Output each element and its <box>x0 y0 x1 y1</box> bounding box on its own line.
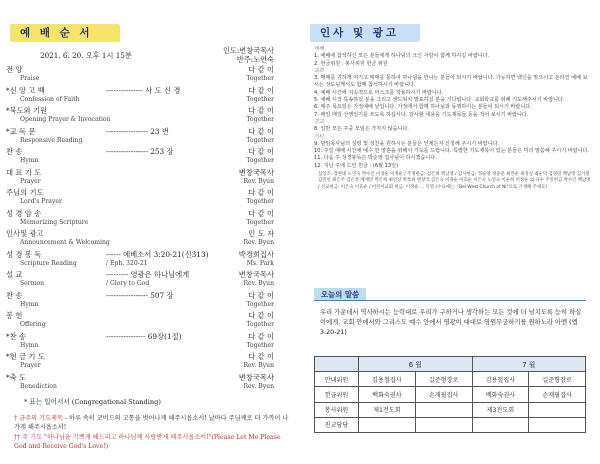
duty-cell: 제1전도회 <box>359 402 416 417</box>
service-item-en <box>20 280 274 287</box>
service-item <box>6 187 294 208</box>
service-item-leader: 변창국목사 <box>238 270 274 279</box>
service-date-row <box>6 46 294 64</box>
service-item-en <box>20 96 274 103</box>
service-item-leader-en: Rev. Byun <box>243 382 274 390</box>
announcement-item: 10. 주일 예배 시간에 예수 한 영혼을 위해서 기도를 드립니다. 특별한 기도제목이 있는 분들은 미리 말씀해 주시기 바랍니다. <box>314 148 590 155</box>
announcements-title: 인사 및 광고 <box>320 27 400 39</box>
announcement-group-label: 교회 <box>314 67 324 74</box>
announcement-item: 8. 일반 모든 주중 모임은 가지지 않습니다. <box>314 126 409 133</box>
service-item-en <box>20 321 274 328</box>
standing-note: * 표는 일어서서 (Congregational Standing) <box>24 398 161 406</box>
service-item-leader: 다 같 이 <box>248 208 274 218</box>
duty-cell <box>529 417 586 432</box>
worship-header <box>6 0 294 46</box>
service-item <box>6 208 294 229</box>
service-item-title-en: Hymn <box>20 300 39 308</box>
service-item-title: *헌 금 기 도 <box>6 352 45 361</box>
service-item-leader: 변창국목사 <box>238 167 274 177</box>
service-item-title: 전 양 <box>6 65 23 74</box>
service-date: 2021. 6. 20. 오후 1시 15분 <box>40 51 132 60</box>
service-item-detail: ------ 에베소서 3:20-21(신313) <box>106 249 209 259</box>
word-text: 우리 가운데서 역사하시는 능력대로 우리가 구하거나 생각하는 모든 것에 더 넘치도록 능히 하실 이에게, 교회 안에서와 그리스도 예수 안에서 영광이 대대로 영원무궁하기를 원하노라 아멘 (엡3:20-21) <box>320 309 582 336</box>
duty-row <box>315 417 586 432</box>
duty-cell: 김용철집사 <box>472 372 529 387</box>
service-item-title: 주님의 기도 <box>6 188 44 197</box>
service-item-ko <box>6 250 274 260</box>
service-item-detail: ---------------- 69장(1절) <box>106 331 182 341</box>
service-item-title: *신 앙 고 백 <box>6 85 45 95</box>
service-item-leader-en: Together <box>246 95 274 103</box>
service-item-ko <box>6 373 274 383</box>
service-item-ko <box>6 332 274 342</box>
service-item-title-en: Benediction <box>20 382 57 390</box>
service-item-detail-en: / Glory to God <box>106 280 150 287</box>
announcement-item: 3. 매매를 귀하게 여기고 매매를 통하여 하나님을 만나는 분들이 되시기 바랍니다. 가능하면 백신을 맞으시고 온라인 예배 보시는 성도님께서도 함께 참석하시기 바랍니다. <box>314 75 588 89</box>
duty-cell <box>472 417 529 432</box>
service-item-en <box>20 383 274 390</box>
service-item-leader: 다 같 이 <box>248 106 274 115</box>
pianist-name: 반주:노연숙 <box>236 55 274 64</box>
service-item-title-en: Hymn <box>20 157 39 164</box>
service-item-leader-en: Together <box>246 198 274 205</box>
service-item-en <box>20 260 274 267</box>
service-item-leader: 다 같 이 <box>248 188 274 197</box>
announcement-item: 6. 매주 목요일은 가정예배 날입니다. 가정에서 함께 하나님과 동행하시는 분들이 되시기 바랍니다. <box>314 104 532 111</box>
service-item-detail: ----------------- 507 장 <box>106 290 174 300</box>
service-item-ko <box>6 209 274 219</box>
service-item-leader-en: Together <box>246 116 274 123</box>
service-item-ko <box>6 270 274 280</box>
service-item-leader: 다 같 이 <box>248 290 274 300</box>
service-item-title-en: Prayer <box>20 177 41 185</box>
duty-month-june: 6 월 <box>359 357 473 372</box>
service-item <box>6 167 294 188</box>
service-item-title: 성 경 봉 독 <box>6 249 42 259</box>
announcement-item: 9. 담임목사님의 설령 및 성찬을 원하시는 분들은 언제든지 신청해 주시기 바랍니다. <box>314 140 500 147</box>
service-leaders <box>223 46 274 64</box>
service-item-title: 인사및 광고 <box>6 229 44 238</box>
announcement-group-label: 기타 <box>314 133 324 140</box>
worship-title: 예 배 순 서 <box>20 27 93 39</box>
service-item-en <box>20 198 274 205</box>
announcement-item: 12. 지난 주에 드린 헌금 : (6월 13일) <box>314 162 399 169</box>
service-item-en <box>20 239 274 246</box>
service-item-leader-en: Rev. Byun <box>243 280 274 287</box>
service-item <box>6 146 294 167</box>
service-item-ko <box>6 147 274 157</box>
service-item <box>6 126 294 147</box>
announcements-header <box>306 0 592 46</box>
service-item-en <box>20 219 274 226</box>
prayer-dagger-icon: † <box>14 415 18 422</box>
service-item-ko <box>6 188 274 198</box>
announcement-item: 7. 매일 매일 산행일기를 쓰도록 하십시다. 감사할 내용을 기도제목들 등을 적어 보시기 바랍니다. <box>314 111 529 118</box>
service-item <box>6 64 294 85</box>
announcement-item: 11. 다음 주 성경봉독은 박순영 집사님이 하시겠습니다. <box>314 155 437 162</box>
duty-row-label: 헌금위원 <box>315 387 359 402</box>
duty-month-july: 7 월 <box>472 357 586 372</box>
service-item <box>6 331 294 352</box>
service-item-title-en: Confession of Faith <box>20 95 80 103</box>
service-item-detail: --------- 영광은 하나님에게 <box>106 270 190 279</box>
announcement-item: 1. 예배에 참석하신 모든 분들에게 하나님의 크신 사랑이 함께 하시길 바랍니다. <box>314 53 490 60</box>
service-item-leader: 박경희집사 <box>238 249 274 259</box>
service-item-leader: 다 같 이 <box>248 126 274 136</box>
service-item-en <box>20 301 274 308</box>
service-item-title-en: Hymn <box>20 341 39 349</box>
service-item-ko <box>6 291 274 301</box>
announcement-item: 5. 예배 시작 특송하실 분을 그리고 샌드위치 발표하실 분을 기다립니다. 교회학교를 위해 기도해주시기 바랍니다. <box>314 97 565 104</box>
service-item-title-en: Lord's Prayer <box>20 198 62 205</box>
service-item-leader-en: Together <box>246 300 274 308</box>
service-item-leader: 다 같 이 <box>248 65 274 74</box>
service-item-ko <box>6 86 274 96</box>
service-item <box>6 269 294 290</box>
service-item-title: 찬 송 <box>6 290 23 300</box>
service-item-leader-en: Together <box>246 157 274 164</box>
word-divider <box>314 300 586 301</box>
service-item-title-en: Memorizing Scripture <box>20 218 89 226</box>
service-item-title-en: Praise <box>20 75 40 82</box>
service-item-leader-en: Together <box>246 136 274 144</box>
service-item-en <box>20 116 274 123</box>
service-item-ko <box>6 106 274 116</box>
duty-cell: 손재필집사 <box>529 387 586 402</box>
service-item-leader-en: Together <box>246 321 274 328</box>
service-item-leader-en: Ms. Park <box>246 259 274 267</box>
service-item-title: *교 독 문 <box>6 126 36 136</box>
duty-cell: 김용철집사 <box>359 372 416 387</box>
service-item-title: *축 도 <box>6 372 27 382</box>
announcement-item: 2. 헌금위원 : 봉사위원 헌금 위원 <box>314 60 388 67</box>
service-item-title: 찬 송 <box>6 147 23 156</box>
service-item-title-en: Responsive Reading <box>20 136 83 144</box>
service-item-title-en: Opening Prayer & Invocation <box>20 116 111 123</box>
service-item-leader: 변창국목사 <box>238 372 274 382</box>
service-item-leader: 다 같 이 <box>248 352 274 361</box>
duty-row-label: 친교담당 <box>315 417 359 432</box>
offering-list: 십일조: 장한대 노연숙 박수인 이경순 이정순 / 주정헌금: 김은희 백남영 / 감사헌금: 정순영 정송준 최민순 최정실 최순덕 김경민 백남영 김기철 김민선 최은주 김은옥 배재빈 박은희 최인상 박옥희 변창국 김은숙 이경순 이효순 이은숙 노연숙 이순희 이정순 외 다수 주일헌금 박수인 백남영 / 선교헌금: 이은숙 이효순 / 어린이교회 헌금: 이정순 ... 익명 (수표에는: "Bel West Church of Ni"으로 기재해 주세요) <box>318 172 591 190</box>
service-item <box>6 228 294 249</box>
service-item-ko <box>6 65 274 75</box>
duty-row <box>315 402 586 417</box>
word-label: 오늘의 말씀 <box>314 288 366 301</box>
service-item <box>6 249 294 270</box>
service-item-title: *찬 송 <box>6 331 27 341</box>
duty-cell: 길준형장로 <box>415 372 472 387</box>
duty-cell <box>415 417 472 432</box>
service-item-leader-en: Together <box>246 75 274 82</box>
service-item-ko <box>6 168 274 178</box>
motto-text: "하나님을 기쁘게 해드리고 하나님께 사랑받게 해주시옵소서!"(Please Let Me Please God and Receive God's Love!) <box>14 433 281 451</box>
duty-table <box>314 356 586 433</box>
service-item-leader-en: Rev. Byun <box>243 177 274 185</box>
service-item-en <box>20 137 274 144</box>
service-item-title-en: Prayer <box>20 362 41 369</box>
service-item-ko <box>6 311 274 321</box>
service-item-title-en: Offering <box>20 321 46 328</box>
service-item-detail: --------------- 사 도 신 경 <box>106 85 181 95</box>
service-item-leader-en: Together <box>246 341 274 349</box>
service-item-leader-en: Rev. Byun <box>243 239 274 246</box>
service-item-title: 봉 헌 <box>6 311 23 320</box>
word-of-the-day <box>314 288 586 348</box>
service-item-detail: ----------------- 23 번 <box>106 126 169 136</box>
service-item-en <box>20 75 274 82</box>
service-item-ko <box>6 229 274 239</box>
duty-cell: 백화숙권사 <box>472 387 529 402</box>
service-item-en <box>20 342 274 349</box>
service-item-en <box>20 178 274 185</box>
service-item-title-en: Announcement & Welcoming <box>20 239 110 246</box>
service-item-leader: 다 같 이 <box>248 85 274 95</box>
service-item-leader: 다 같 이 <box>248 147 274 156</box>
service-item <box>6 85 294 106</box>
service-item-leader-en: Together <box>246 218 274 226</box>
announcement-group-label: 친교 <box>314 118 324 125</box>
service-item <box>6 372 294 393</box>
service-item-title: 설 교 <box>6 270 23 279</box>
service-item-title-en: Sermon <box>20 280 45 287</box>
duty-cell: 길준형장로 <box>529 372 586 387</box>
service-item-leader-en: Rev. Byun <box>243 362 274 369</box>
service-item-leader: 다 같 이 <box>248 331 274 341</box>
announcement-list <box>306 46 592 170</box>
motto-label: †† 주 기도 <box>14 433 43 441</box>
service-item-en <box>20 157 274 164</box>
service-item-title: 대 표 기 도 <box>6 167 42 177</box>
duty-cell <box>415 402 472 417</box>
duty-corner-cell <box>315 357 359 372</box>
service-item-detail: ----------------- 253 장 <box>106 147 174 156</box>
service-item <box>6 351 294 372</box>
announcement-item: 4. 예배 시간에 지속적으로 마스크를 착용하시기 바랍니다. <box>314 89 444 96</box>
duty-cell <box>529 402 586 417</box>
service-item-ko <box>6 352 274 362</box>
service-item-detail-en: / Eph. 320-21 <box>106 259 148 267</box>
service-item-title: *묵도와 기원 <box>6 106 48 115</box>
duty-header-row <box>315 357 586 372</box>
duty-cell: 손재필집사 <box>415 387 472 402</box>
duty-row-label: 봉사위원 <box>315 402 359 417</box>
prayer-label: 금주의 기도제목 <box>19 415 63 422</box>
duty-cell <box>359 417 416 432</box>
service-item-leader: 인 도 자 <box>248 229 274 238</box>
leader-name: 인도:변창국목사 <box>222 46 274 55</box>
prayer-text: - 하루 속히 코비드의 고통을 벗어나게 해주시옵소서! 날마다 주님께로 더 가까이 나가게 해주시옵소서! <box>14 415 289 432</box>
duty-row <box>315 372 586 387</box>
duty-row-label: 안내위원 <box>315 372 359 387</box>
announcement-group-label: 예배 <box>314 46 324 52</box>
service-item <box>6 290 294 311</box>
service-item-en <box>20 362 274 369</box>
service-item <box>6 310 294 331</box>
service-item-leader: 다 같 이 <box>248 311 274 320</box>
duty-cell: 제3전도회 <box>472 402 529 417</box>
service-item-title: 성 경 암 송 <box>6 208 42 218</box>
service-items <box>6 64 294 392</box>
service-item-title-en: Scripture Reading <box>20 259 77 267</box>
service-item-ko <box>6 127 274 137</box>
duty-cell: 백화숙권사 <box>359 387 416 402</box>
prayer-block <box>14 414 294 452</box>
service-item <box>6 105 294 126</box>
duty-row <box>315 387 586 402</box>
